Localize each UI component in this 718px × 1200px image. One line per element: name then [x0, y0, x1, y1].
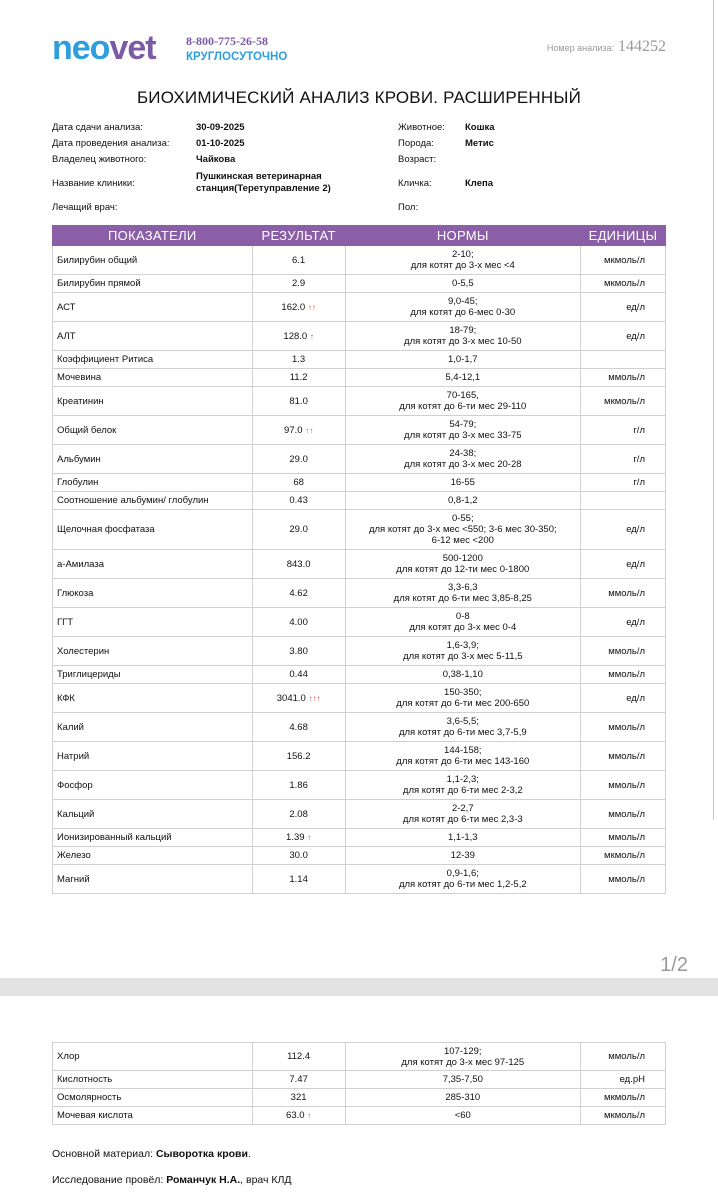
- indicator-name: Коэффициент Ритиса: [53, 351, 253, 369]
- doctor-label: Лечащий врач:: [52, 202, 118, 213]
- result-cell: [252, 579, 345, 608]
- unit-cell: мкмоль/л: [580, 275, 665, 293]
- report-page-2: [0, 1000, 718, 1200]
- result-cell: [252, 608, 345, 637]
- norm-cell: [345, 275, 580, 293]
- table-row: [53, 351, 666, 369]
- breed-label: Порода:: [398, 138, 434, 149]
- norm-line: для котят до 3-х мес 0-4: [409, 622, 517, 633]
- norm-cell: [345, 510, 580, 550]
- unit-cell: ммоль/л: [580, 865, 665, 894]
- table-row: [53, 637, 666, 666]
- norm-cell: [345, 1089, 581, 1107]
- norm-line: 0-8: [455, 611, 470, 622]
- indicator-name: Глобулин: [53, 474, 253, 492]
- norm-cell: [345, 800, 580, 829]
- result-value: 29.0: [289, 524, 308, 535]
- unit-cell: ммоль/л: [580, 713, 665, 742]
- unit-cell: ммоль/л: [580, 800, 665, 829]
- norm-line: для котят до 12-ти мес 0-1800: [396, 564, 530, 575]
- table-header-row: [53, 226, 666, 246]
- table-row: [53, 684, 666, 713]
- norm-cell: [345, 474, 580, 492]
- norm-line: 7,35-7,50: [442, 1074, 483, 1085]
- indicator-name: Щелочная фосфатаза: [53, 510, 253, 550]
- result-value: 2.08: [289, 808, 308, 820]
- unit-cell: ед/л: [580, 684, 665, 713]
- result-value: 1.39: [286, 832, 305, 843]
- indicator-name: Глюкоза: [53, 579, 253, 608]
- norm-line: 500-1200: [442, 553, 483, 564]
- result-value: 7.47: [289, 1074, 308, 1085]
- result-value: 112.4: [287, 1051, 311, 1062]
- result-value: 0.44: [289, 669, 308, 680]
- norm-cell: [345, 1071, 581, 1089]
- norm-line: 0,38-1,10: [442, 669, 483, 680]
- date-done-value: 01-10-2025: [196, 138, 245, 149]
- norm-cell: [345, 492, 580, 510]
- unit-cell: ммоль/л: [580, 771, 665, 800]
- result-cell: [252, 713, 345, 742]
- unit-cell: ммоль/л: [580, 666, 665, 684]
- sex-label: Пол:: [398, 202, 419, 213]
- header-units: ЕДИНИЦЫ: [580, 226, 665, 246]
- norm-line: 9,0-45;: [448, 296, 478, 307]
- header-norms: НОРМЫ: [345, 226, 580, 246]
- norm-line: для котят до 6-ти мес 200-650: [396, 698, 530, 709]
- unit-cell: [580, 351, 665, 369]
- nickname-value: Клепа: [465, 178, 494, 189]
- norm-line: 0-55;: [451, 513, 474, 524]
- table-row: [53, 865, 666, 894]
- table-row: [53, 1107, 666, 1125]
- unit-cell: ед/л: [580, 510, 665, 550]
- norm-line: для котят до 3-х мес 97-125: [401, 1056, 525, 1068]
- norm-cell: [345, 847, 580, 865]
- unit-cell: мкмоль/л: [580, 847, 665, 865]
- norm-line: для котят до 6-ти мес 2-3,2: [402, 785, 523, 796]
- table-row: [53, 322, 666, 351]
- result-cell: [252, 800, 345, 829]
- result-value: 30.0: [289, 850, 308, 861]
- indicator-name: АСТ: [53, 293, 253, 322]
- norm-line: <60: [454, 1110, 471, 1121]
- norm-cell: [345, 829, 580, 847]
- table-row: [53, 510, 666, 550]
- unit-cell: мкмоль/л: [581, 1107, 666, 1125]
- result-value: 162.0: [281, 301, 306, 313]
- result-value: 11.2: [289, 372, 308, 383]
- norm-line: 2-2,7: [451, 803, 474, 814]
- result-cell: [252, 742, 345, 771]
- elevated-arrow-icon: ↑: [309, 331, 314, 341]
- result-value: 0.43: [289, 495, 308, 506]
- norm-cell: [345, 608, 580, 637]
- elevated-arrow-icon: ↑: [307, 833, 312, 842]
- result-cell: [252, 865, 345, 894]
- clinic-label: Название клиники:: [52, 178, 135, 189]
- result-value: 3.80: [289, 645, 308, 657]
- elevated-arrow-icon: ↑↑: [305, 425, 314, 435]
- indicator-name: а-Амилаза: [53, 550, 253, 579]
- norm-line: 5,4-12,1: [445, 372, 481, 383]
- result-cell: [252, 637, 345, 666]
- result-value: 6.1: [292, 254, 306, 266]
- result-value: 97.0: [284, 424, 303, 436]
- norm-line: для котят до 6-ти мес 3,85-8,25: [393, 593, 532, 604]
- norm-line: 24-38;: [449, 448, 477, 459]
- result-value: 4.68: [289, 721, 308, 733]
- unit-cell: ед/л: [580, 608, 665, 637]
- result-value: 68: [293, 477, 304, 488]
- indicator-name: Мочевая кислота: [53, 1107, 253, 1125]
- norm-line: 107-129;: [444, 1045, 482, 1057]
- norm-line: 0-5,5: [451, 278, 474, 289]
- table-row: [53, 246, 666, 275]
- indicator-name: Ионизированный кальций: [53, 829, 253, 847]
- norm-line: 0,8-1,2: [448, 495, 478, 506]
- norm-line: для котят до 3-х мес <550; 3-6 мес 30-350;: [368, 524, 557, 535]
- result-cell: [252, 369, 345, 387]
- hours-label: КРУГЛОСУТОЧНО: [186, 51, 288, 63]
- indicator-name: Хлор: [53, 1043, 253, 1071]
- indicator-name: Билирубин прямой: [53, 275, 253, 293]
- page-number: 1/2: [660, 954, 688, 976]
- animal-label: Животное:: [398, 122, 445, 133]
- elevated-arrow-icon: ↑: [307, 1111, 312, 1120]
- result-value: 29.0: [289, 453, 308, 465]
- elevated-arrow-icon: ↑↑: [307, 302, 316, 312]
- norm-line: для котят до 6-ти мес 3,7-5,9: [398, 727, 527, 738]
- result-cell: [252, 474, 345, 492]
- norm-line: 285-310: [445, 1092, 481, 1103]
- indicator-name: Креатинин: [53, 387, 253, 416]
- header-result: РЕЗУЛЬТАТ: [252, 226, 345, 246]
- norm-line: для котят до 3-х мес 33-75: [404, 430, 522, 441]
- norm-line: 1,0-1,7: [448, 354, 478, 365]
- indicator-name: Общий белок: [53, 416, 253, 445]
- result-value: 63.0: [286, 1110, 305, 1121]
- table-row: [53, 492, 666, 510]
- norm-cell: [345, 293, 580, 322]
- result-cell: [252, 322, 345, 351]
- table-row: [53, 1071, 666, 1089]
- result-value: 4.00: [289, 616, 308, 628]
- result-value: 156.2: [286, 750, 311, 762]
- page-separator: [0, 978, 718, 996]
- indicator-name: Натрий: [53, 742, 253, 771]
- norm-line: 16-55: [450, 477, 475, 488]
- norm-line: 12-39: [450, 850, 475, 861]
- result-value: 1.86: [289, 779, 308, 791]
- table-row: [53, 666, 666, 684]
- norm-line: для котят до 3-х мес <4: [410, 260, 515, 271]
- result-cell: [252, 1107, 345, 1125]
- indicator-name: ГГТ: [53, 608, 253, 637]
- norm-line: для котят до 6-ти мес 143-160: [396, 756, 530, 767]
- nickname-label: Кличка:: [398, 178, 432, 189]
- result-value: 2.9: [292, 278, 306, 289]
- elevated-arrow-icon: ↑↑↑: [308, 693, 321, 703]
- result-cell: [252, 351, 345, 369]
- norm-line: для котят до 3-х мес 5-11,5: [403, 651, 523, 662]
- indicator-name: Кальций: [53, 800, 253, 829]
- norm-cell: [345, 771, 580, 800]
- table-row: [53, 1089, 666, 1107]
- researcher-line: Исследование провёл: Романчук Н.А., врач КЛД: [52, 1174, 292, 1186]
- unit-cell: ммоль/л: [580, 369, 665, 387]
- indicator-name: Соотношение альбумин/ глобулин: [53, 492, 253, 510]
- indicator-name: АЛТ: [53, 322, 253, 351]
- norm-cell: [345, 666, 580, 684]
- result-cell: [252, 492, 345, 510]
- norm-cell: [345, 550, 580, 579]
- result-cell: [252, 387, 345, 416]
- norm-cell: [345, 742, 580, 771]
- norm-line: 54-79;: [449, 419, 477, 430]
- unit-cell: г/л: [580, 416, 665, 445]
- indicator-name: Альбумин: [53, 445, 253, 474]
- table-row: [53, 474, 666, 492]
- age-label: Возраст:: [398, 154, 437, 165]
- animal-value: Кошка: [465, 122, 495, 133]
- norm-cell: [345, 416, 580, 445]
- norm-cell: [345, 1107, 581, 1125]
- result-cell: [252, 510, 345, 550]
- norm-line: для котят до 6-ти мес 1,2-5,2: [398, 879, 527, 890]
- indicator-name: Железо: [53, 847, 253, 865]
- unit-cell: г/л: [580, 445, 665, 474]
- norm-cell: [345, 387, 580, 416]
- header-indicators: ПОКАЗАТЕЛИ: [53, 226, 253, 246]
- norm-line: 1,6-3,9;: [446, 640, 479, 651]
- norm-line: для котят до 6-мес 0-30: [410, 307, 516, 318]
- date-given-label: Дата сдачи анализа:: [52, 122, 143, 133]
- indicator-name: Триглицериды: [53, 666, 253, 684]
- norm-line: 1,1-1,3: [448, 832, 478, 843]
- norm-cell: [345, 369, 580, 387]
- result-value: 1.14: [289, 873, 308, 885]
- result-cell: [252, 847, 345, 865]
- table-row: [53, 1043, 666, 1071]
- indicator-name: Осмолярность: [53, 1089, 253, 1107]
- norm-line: 18-79;: [449, 325, 477, 336]
- neovet-logo: neovet: [52, 29, 156, 67]
- unit-cell: г/л: [580, 474, 665, 492]
- unit-cell: мкмоль/л: [580, 387, 665, 416]
- norm-cell: [345, 865, 580, 894]
- owner-label: Владелец животного:: [52, 154, 147, 165]
- norm-line: для котят до 6-ти мес 2,3-3: [402, 814, 523, 825]
- indicator-name: Мочевина: [53, 369, 253, 387]
- indicator-name: Кислотность: [53, 1071, 253, 1089]
- result-cell: [252, 275, 345, 293]
- table-row: [53, 416, 666, 445]
- norm-cell: [345, 684, 580, 713]
- unit-cell: ммоль/л: [580, 579, 665, 608]
- analysis-number: Номер анализа: 144252: [546, 38, 666, 55]
- norm-cell: [345, 351, 580, 369]
- table-row: [53, 829, 666, 847]
- result-value: 321: [290, 1092, 307, 1103]
- norm-line: 0,9-1,6;: [446, 868, 479, 879]
- result-cell: [252, 416, 345, 445]
- norm-cell: [345, 246, 580, 275]
- unit-cell: мкмоль/л: [580, 246, 665, 275]
- result-cell: [252, 1089, 345, 1107]
- norm-line: 150-350;: [444, 687, 482, 698]
- breed-value: Метис: [465, 138, 494, 149]
- date-done-label: Дата проведения анализа:: [52, 138, 170, 149]
- result-value: 4.62: [289, 587, 308, 599]
- unit-cell: ммоль/л: [580, 742, 665, 771]
- table-row: [53, 742, 666, 771]
- result-cell: [252, 445, 345, 474]
- norm-line: 1,1-2,3;: [446, 774, 479, 785]
- norm-cell: [345, 1043, 581, 1071]
- result-cell: [252, 771, 345, 800]
- table-row: [53, 713, 666, 742]
- norm-cell: [345, 713, 580, 742]
- result-cell: [252, 550, 345, 579]
- norm-line: 70-165,: [446, 390, 479, 401]
- date-given-value: 30-09-2025: [196, 122, 245, 133]
- result-cell: [252, 246, 345, 275]
- norm-cell: [345, 579, 580, 608]
- unit-cell: ед/л: [580, 322, 665, 351]
- unit-cell: [580, 492, 665, 510]
- indicator-name: Калий: [53, 713, 253, 742]
- result-value: 3041.0: [276, 692, 306, 704]
- norm-line: 3,3-6,3: [448, 582, 478, 593]
- unit-cell: мкмоль/л: [581, 1089, 666, 1107]
- result-cell: [252, 666, 345, 684]
- results-table: [52, 225, 666, 894]
- table-row: [53, 550, 666, 579]
- page-edge: [713, 0, 714, 820]
- material-line: Основной материал: Сыворотка крови.: [52, 1148, 251, 1160]
- unit-cell: ммоль/л: [580, 637, 665, 666]
- norm-line: для котят до 3-х мес 10-50: [404, 336, 522, 347]
- norm-line: 2-10;: [451, 249, 474, 260]
- indicator-name: КФК: [53, 684, 253, 713]
- norm-cell: [345, 322, 580, 351]
- unit-cell: ед.рН: [581, 1071, 666, 1089]
- report-title: БИОХИМИЧЕСКИЙ АНАЛИЗ КРОВИ. РАСШИРЕННЫЙ: [136, 88, 582, 107]
- indicator-name: Билирубин общий: [53, 246, 253, 275]
- table-row: [53, 579, 666, 608]
- table-row: [53, 293, 666, 322]
- result-cell: [252, 293, 345, 322]
- table-row: [53, 445, 666, 474]
- result-value: 128.0: [283, 330, 308, 342]
- result-cell: [252, 1043, 345, 1071]
- table-row: [53, 369, 666, 387]
- unit-cell: ед/л: [580, 293, 665, 322]
- result-cell: [252, 684, 345, 713]
- indicator-name: Холестерин: [53, 637, 253, 666]
- norm-cell: [345, 637, 580, 666]
- clinic-value: Пушкинская ветеринарная станция(Теретуправление 2): [196, 171, 331, 194]
- result-value: 843.0: [286, 558, 311, 570]
- result-cell: [252, 1071, 345, 1089]
- norm-cell: [345, 445, 580, 474]
- table-row: [53, 847, 666, 865]
- unit-cell: ед/л: [580, 550, 665, 579]
- table-row: [53, 800, 666, 829]
- norm-line: 144-158;: [444, 745, 482, 756]
- indicator-name: Фосфор: [53, 771, 253, 800]
- result-value: 1.3: [292, 354, 306, 365]
- unit-cell: ммоль/л: [581, 1043, 666, 1071]
- owner-value: Чайкова: [196, 154, 236, 165]
- norm-line: 6-12 мес <200: [431, 535, 494, 546]
- norm-line: 3,6-5,5;: [446, 716, 479, 727]
- norm-line: для котят до 3-х мес 20-28: [404, 459, 522, 470]
- table-row: [53, 608, 666, 637]
- indicator-name: Магний: [53, 865, 253, 894]
- table-row: [53, 771, 666, 800]
- result-cell: [252, 829, 345, 847]
- table-row: [53, 387, 666, 416]
- norm-line: для котят до 6-ти мес 29-110: [399, 401, 527, 412]
- phone-number[interactable]: 8-800-775-26-58: [186, 34, 268, 48]
- result-value: 81.0: [289, 395, 308, 407]
- contacts: [186, 34, 287, 63]
- table-row: [53, 275, 666, 293]
- unit-cell: ммоль/л: [580, 829, 665, 847]
- results-table-continued: [52, 1042, 666, 1125]
